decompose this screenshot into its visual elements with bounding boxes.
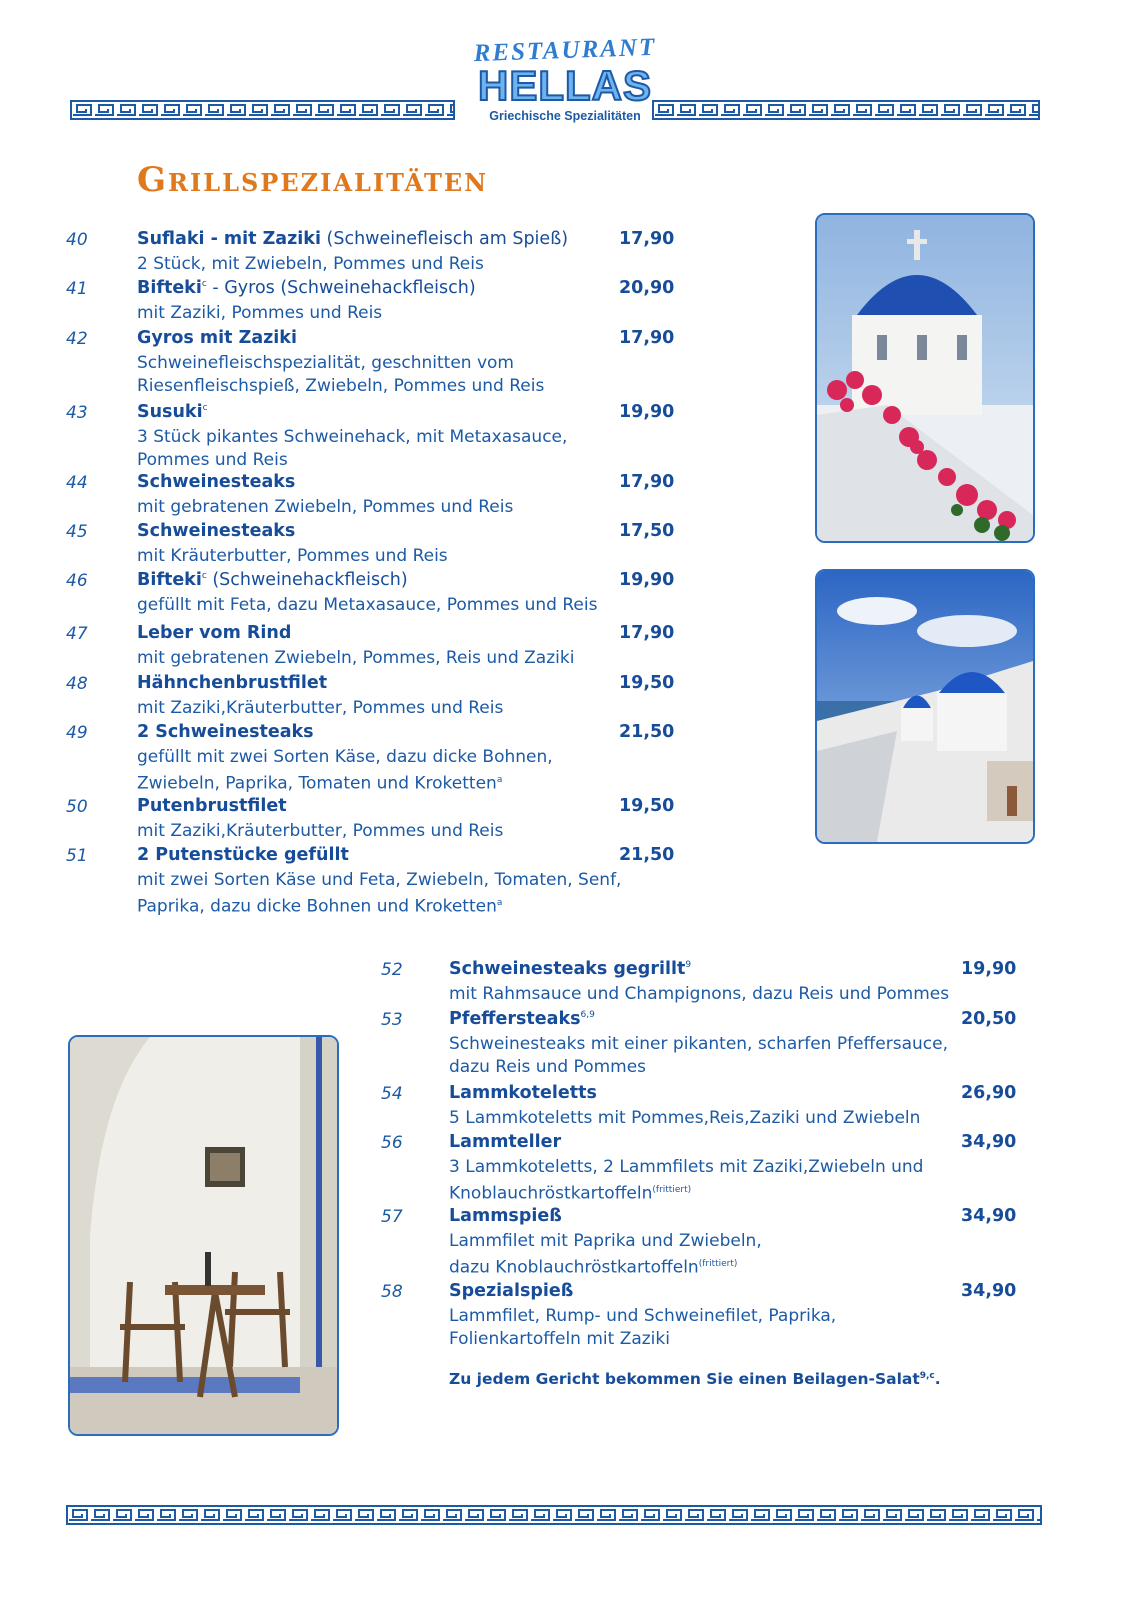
photo-courtyard-chairs bbox=[68, 1035, 339, 1436]
item-description bbox=[137, 352, 514, 375]
item-description bbox=[137, 496, 513, 519]
item-name bbox=[137, 623, 291, 643]
item-description-text: mit Rahmsauce und Champignons, dazu Reis und Pommes bbox=[449, 984, 950, 1004]
item-description-text: 5 Lammkoteletts mit Pommes,Reis,Zaziki und Zwiebeln bbox=[449, 1108, 921, 1128]
item-description bbox=[137, 302, 382, 325]
item-number: 49 bbox=[66, 723, 88, 743]
item-name-bold: Schweinesteaks gegrillt bbox=[449, 959, 686, 979]
item-price: 19,90 bbox=[961, 959, 1017, 979]
item-price: 34,90 bbox=[961, 1281, 1017, 1301]
item-description-text: gefüllt mit zwei Sorten Käse, dazu dicke Bohnen, bbox=[137, 747, 553, 767]
item-number: 57 bbox=[381, 1207, 403, 1227]
item-description bbox=[137, 697, 503, 720]
item-name-bold: Bifteki bbox=[137, 570, 202, 590]
side-salad-note-text: Zu jedem Gericht bekommen Sie einen Beilagen-Salat bbox=[449, 1370, 920, 1388]
item-description bbox=[137, 869, 621, 892]
item-description-text: mit Zaziki,Kräuterbutter, Pommes und Reis bbox=[137, 698, 504, 718]
item-price: 34,90 bbox=[961, 1206, 1017, 1226]
side-salad-footnote: 9,c bbox=[919, 1370, 935, 1381]
item-name-bold: Suflaki - mit Zaziki bbox=[137, 229, 321, 249]
item-description bbox=[449, 1156, 923, 1179]
item-name bbox=[137, 722, 314, 742]
item-description-text: mit gebratenen Zwiebeln, Pommes und Reis bbox=[137, 497, 514, 517]
item-description bbox=[137, 892, 502, 919]
photo-santorini-village bbox=[815, 569, 1035, 844]
item-description bbox=[137, 426, 567, 449]
item-name-bold: Lammteller bbox=[449, 1132, 562, 1152]
item-name bbox=[449, 959, 691, 979]
item-description bbox=[449, 983, 949, 1006]
item-description bbox=[449, 1056, 646, 1079]
item-price: 17,90 bbox=[619, 229, 675, 249]
item-name-bold: Leber vom Rind bbox=[137, 623, 292, 643]
item-price: 19,50 bbox=[619, 673, 675, 693]
item-name bbox=[137, 570, 408, 590]
item-price: 17,90 bbox=[619, 623, 675, 643]
item-name bbox=[449, 1009, 595, 1029]
item-description bbox=[137, 647, 574, 670]
item-number: 43 bbox=[66, 403, 88, 423]
item-name bbox=[137, 278, 476, 298]
logo-main-text: HELLAS bbox=[478, 62, 652, 109]
item-price: 21,50 bbox=[619, 722, 675, 742]
item-description bbox=[137, 769, 502, 796]
item-number: 41 bbox=[66, 279, 88, 299]
item-price: 34,90 bbox=[961, 1132, 1017, 1152]
item-name-detail: (Schweinefleisch am Spieß) bbox=[320, 229, 569, 249]
description-footnote: a bbox=[496, 775, 503, 785]
side-salad-note bbox=[449, 1370, 941, 1388]
item-name-bold: 2 Schweinesteaks bbox=[137, 722, 314, 742]
item-price: 19,90 bbox=[619, 402, 675, 422]
item-description-text: Paprika, dazu dicke Bohnen und Kroketten bbox=[137, 896, 497, 917]
item-price: 17,50 bbox=[619, 521, 675, 541]
item-name bbox=[137, 521, 295, 541]
item-price: 19,90 bbox=[619, 570, 675, 590]
item-description bbox=[449, 1230, 762, 1253]
item-number: 45 bbox=[66, 522, 88, 542]
item-name-detail: (Schweinehackfleisch) bbox=[206, 570, 408, 590]
item-description-text: Schweinefleischspezialität, geschnitten vom bbox=[137, 353, 514, 373]
item-name bbox=[137, 402, 208, 422]
item-price: 20,50 bbox=[961, 1009, 1017, 1029]
item-name bbox=[137, 673, 327, 693]
item-number: 47 bbox=[66, 624, 88, 644]
item-description-text: Folienkartoffeln mit Zaziki bbox=[449, 1329, 670, 1349]
item-description-text: dazu Reis und Pommes bbox=[449, 1057, 647, 1077]
meander-border-right bbox=[652, 100, 1040, 120]
item-description bbox=[449, 1107, 920, 1130]
item-number: 46 bbox=[66, 571, 88, 591]
item-name bbox=[449, 1206, 562, 1226]
item-name-bold: Lammspieß bbox=[449, 1206, 562, 1226]
logo-top-text: RESTAURANT bbox=[473, 33, 657, 68]
side-salad-note-end: . bbox=[934, 1370, 941, 1388]
item-description-text: mit gebratenen Zwiebeln, Pommes, Reis und Zaziki bbox=[137, 648, 575, 668]
item-name-bold: Gyros mit Zaziki bbox=[137, 328, 297, 348]
description-footnote: (frittiert) bbox=[698, 1259, 738, 1269]
item-number: 40 bbox=[66, 230, 88, 250]
item-name-bold: Pfeffersteaks bbox=[449, 1009, 581, 1029]
item-description bbox=[137, 820, 503, 843]
item-description-text: Schweinesteaks mit einer pikanten, scharfen Pfeffersauce, bbox=[449, 1034, 948, 1054]
item-footnote: c bbox=[202, 403, 208, 414]
item-description-text: Lammfilet, Rump- und Schweinefilet, Paprika, bbox=[449, 1306, 837, 1326]
item-number: 54 bbox=[381, 1084, 403, 1104]
item-name-bold: Putenbrustfilet bbox=[137, 796, 287, 816]
item-description-text: mit Kräuterbutter, Pommes und Reis bbox=[137, 546, 448, 566]
item-description-text: 3 Stück pikantes Schweinehack, mit Metaxasauce, bbox=[137, 427, 568, 447]
item-description-text: 2 Stück, mit Zwiebeln, Pommes und Reis bbox=[137, 254, 484, 274]
item-name-bold: Hähnchenbrustfilet bbox=[137, 673, 328, 693]
description-footnote: (frittiert) bbox=[652, 1185, 692, 1195]
item-number: 53 bbox=[381, 1010, 403, 1030]
restaurant-logo bbox=[470, 33, 660, 128]
item-description-text: mit zwei Sorten Käse und Feta, Zwiebeln, Tomaten, Senf, bbox=[137, 870, 622, 890]
item-description bbox=[137, 253, 484, 276]
item-name-bold: Lammkoteletts bbox=[449, 1083, 597, 1103]
item-footnote: c bbox=[201, 571, 207, 582]
item-price: 20,90 bbox=[619, 278, 675, 298]
item-name-bold: Susuki bbox=[137, 402, 203, 422]
section-title: Grillspezialitäten bbox=[137, 160, 489, 200]
item-description-text: Lammfilet mit Paprika und Zwiebeln, bbox=[449, 1231, 762, 1251]
item-name-bold: Schweinesteaks bbox=[137, 472, 296, 492]
logo-subtitle: Griechische Spezialitäten bbox=[489, 109, 641, 123]
meander-border-left bbox=[70, 100, 455, 120]
item-description-text: Knoblauchröstkartoffeln bbox=[449, 1183, 653, 1204]
item-description bbox=[137, 375, 544, 398]
item-number: 48 bbox=[66, 674, 88, 694]
item-number: 42 bbox=[66, 329, 88, 349]
item-description bbox=[449, 1179, 691, 1206]
item-description-text: dazu Knoblauchröstkartoffeln bbox=[449, 1257, 699, 1278]
item-name-bold: 2 Putenstücke gefüllt bbox=[137, 845, 349, 865]
item-description-text: gefüllt mit Feta, dazu Metaxasauce, Pommes und Reis bbox=[137, 595, 598, 615]
item-price: 17,90 bbox=[619, 472, 675, 492]
item-price: 21,50 bbox=[619, 845, 675, 865]
photo-santorini-church bbox=[815, 213, 1035, 543]
item-name bbox=[137, 229, 568, 249]
item-name-bold: Spezialspieß bbox=[449, 1281, 574, 1301]
item-number: 44 bbox=[66, 473, 88, 493]
item-footnote: 6,9 bbox=[580, 1010, 595, 1021]
description-footnote: a bbox=[496, 898, 503, 908]
item-description-text: Pommes und Reis bbox=[137, 450, 288, 470]
item-price: 19,50 bbox=[619, 796, 675, 816]
item-price: 17,90 bbox=[619, 328, 675, 348]
item-description-text: mit Zaziki,Kräuterbutter, Pommes und Reis bbox=[137, 821, 504, 841]
item-name bbox=[137, 845, 349, 865]
item-price: 26,90 bbox=[961, 1083, 1017, 1103]
item-description bbox=[137, 545, 448, 568]
item-name bbox=[449, 1132, 561, 1152]
item-name bbox=[137, 796, 287, 816]
item-footnote: c bbox=[201, 279, 207, 290]
item-name bbox=[449, 1083, 597, 1103]
item-number: 52 bbox=[381, 960, 403, 980]
item-description bbox=[137, 449, 288, 472]
item-name-bold: Schweinesteaks bbox=[137, 521, 296, 541]
item-number: 58 bbox=[381, 1282, 403, 1302]
item-number: 51 bbox=[66, 846, 88, 866]
item-description bbox=[449, 1253, 737, 1280]
item-description bbox=[137, 594, 597, 617]
item-name-bold: Bifteki bbox=[137, 278, 202, 298]
item-description bbox=[449, 1305, 836, 1328]
item-description-text: Zwiebeln, Paprika, Tomaten und Kroketten bbox=[137, 773, 497, 794]
item-name bbox=[137, 472, 295, 492]
item-description bbox=[449, 1328, 670, 1351]
item-footnote: 9 bbox=[685, 960, 692, 971]
item-name bbox=[449, 1281, 573, 1301]
item-number: 50 bbox=[66, 797, 88, 817]
item-name-detail: - Gyros (Schweinehackfleisch) bbox=[206, 278, 476, 298]
item-description bbox=[137, 746, 553, 769]
item-description-text: 3 Lammkoteletts, 2 Lammfilets mit Zaziki,Zwiebeln und bbox=[449, 1157, 924, 1177]
item-number: 56 bbox=[381, 1133, 403, 1153]
item-description-text: mit Zaziki, Pommes und Reis bbox=[137, 303, 383, 323]
item-description bbox=[449, 1033, 948, 1056]
item-name bbox=[137, 328, 297, 348]
meander-border-bottom bbox=[66, 1505, 1042, 1525]
item-description-text: Riesenfleischspieß, Zwiebeln, Pommes und Reis bbox=[137, 376, 545, 396]
